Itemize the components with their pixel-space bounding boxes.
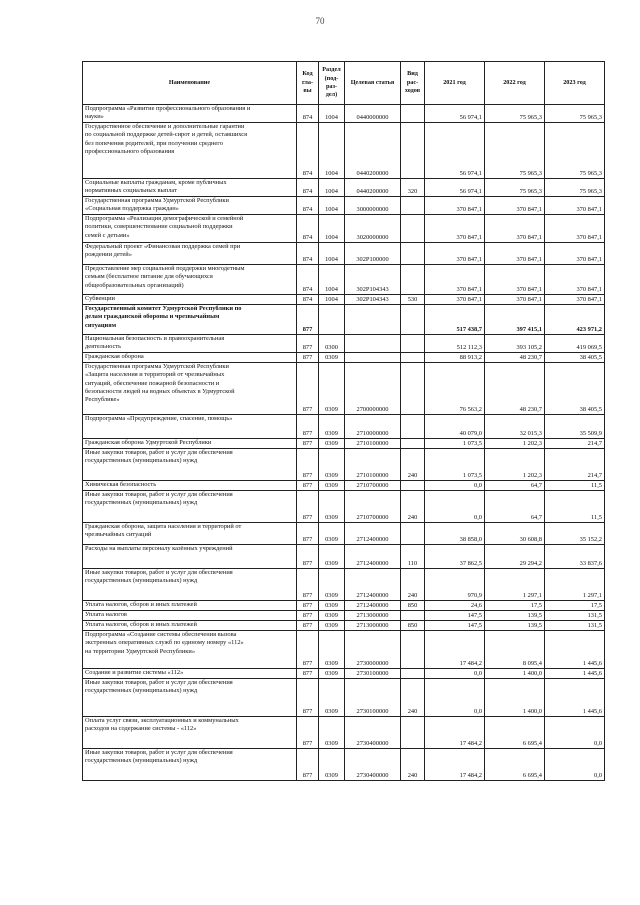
cell-y2021: 370 847,1 [425,215,485,243]
table-row [83,523,605,545]
cell-name: Государственная программа Удмуртской Республики «Социальная поддержка граждан» [83,197,297,215]
cell-name: Подпрограмма «Реализация демографической и семейной политики, совершенствование социальной поддержки семей с детьми» [83,215,297,243]
cell-y2022: 17,5 [485,601,545,611]
cell-target: 2730400000 [345,749,401,781]
cell-exptype [401,353,425,363]
cell-code: 877 [297,353,319,363]
cell-name: Уплата налогов [83,611,297,621]
table-row [83,415,605,439]
cell-y2022: 139,5 [485,621,545,631]
cell-code: 877 [297,545,319,569]
cell-exptype [401,439,425,449]
cell-name: Иные закупки товаров, работ и услуг для обеспечения государственных (муниципальных) нужд [83,449,297,481]
cell-section: 0309 [319,439,345,449]
cell-exptype [401,717,425,749]
table-row [83,305,605,335]
cell-y2023: 370 847,1 [545,295,605,305]
cell-y2023: 370 847,1 [545,197,605,215]
cell-y2023: 38 405,5 [545,353,605,363]
cell-code: 874 [297,215,319,243]
cell-code: 874 [297,295,319,305]
table-row [83,243,605,265]
cell-section: 0309 [319,611,345,621]
table-row [83,439,605,449]
cell-y2021: 512 112,3 [425,335,485,353]
cell-y2023: 423 971,2 [545,305,605,335]
table-row [83,179,605,197]
page-number: 70 [315,16,325,26]
cell-name: Субвенции [83,295,297,305]
cell-y2021: 0,0 [425,679,485,717]
cell-target [345,353,401,363]
cell-y2021: 76 563,2 [425,363,485,415]
cell-y2021: 147,5 [425,621,485,631]
cell-code: 877 [297,439,319,449]
cell-name: Уплата налогов, сборов и иных платежей [83,621,297,631]
cell-section: 1004 [319,265,345,295]
header-section: Раздел (под-раз-дел) [319,62,345,105]
cell-code: 877 [297,631,319,669]
cell-section: 0309 [319,621,345,631]
cell-y2021: 147,5 [425,611,485,621]
cell-y2022: 1 400,0 [485,669,545,679]
cell-target: 302Р104343 [345,265,401,295]
cell-code: 874 [297,105,319,123]
cell-y2023: 370 847,1 [545,215,605,243]
cell-exptype [401,335,425,353]
cell-y2022: 8 095,4 [485,631,545,669]
table-row [83,669,605,679]
cell-target: 0440200000 [345,123,401,179]
cell-exptype [401,215,425,243]
table-body [83,105,605,781]
cell-code: 874 [297,123,319,179]
cell-y2022: 6 695,4 [485,749,545,781]
cell-target: 2710700000 [345,481,401,491]
table-row [83,105,605,123]
cell-name: Предоставление мер социальной поддержки многодетным семьям (бесплатное питание для обучающихся общеобразовательных организаций) [83,265,297,295]
cell-y2021: 970,9 [425,569,485,601]
cell-section: 0309 [319,363,345,415]
cell-y2022: 139,5 [485,611,545,621]
table-row [83,295,605,305]
cell-section: 0309 [319,481,345,491]
cell-target: 2713000000 [345,621,401,631]
cell-section: 0309 [319,601,345,611]
cell-exptype: 530 [401,295,425,305]
cell-exptype [401,631,425,669]
cell-name: Иные закупки товаров, работ и услуг для обеспечения государственных (муниципальных) нужд [83,679,297,717]
cell-y2021: 17 484,2 [425,631,485,669]
cell-code: 877 [297,491,319,523]
cell-name: Государственная программа Удмуртской Республики «Защита населения и территорий от чрезвычайных ситуаций, обеспечение пожарной безопасности и безопасности людей на водных объектах в Удмуртской Республике» [83,363,297,415]
cell-target: 2730100000 [345,669,401,679]
cell-exptype: 850 [401,601,425,611]
cell-exptype [401,363,425,415]
cell-y2021: 56 974,1 [425,105,485,123]
cell-exptype [401,265,425,295]
cell-name: Подпрограмма «Создание системы обеспечения вызова экстренных оперативных служб по единому номеру «112» на территории Удмуртской Республики» [83,631,297,669]
cell-exptype: 240 [401,569,425,601]
cell-section: 0309 [319,717,345,749]
cell-target: 2712400000 [345,523,401,545]
cell-section: 1004 [319,295,345,305]
cell-section: 0309 [319,631,345,669]
cell-code: 877 [297,601,319,611]
cell-name: Государственный комитет Удмуртской Республики по делам гражданской обороны и чрезвычайным ситуациям [83,305,297,335]
cell-y2021: 88 913,2 [425,353,485,363]
cell-y2023: 370 847,1 [545,243,605,265]
table-row [83,353,605,363]
cell-y2023: 1 445,6 [545,631,605,669]
cell-y2023: 75 965,3 [545,179,605,197]
cell-exptype: 240 [401,491,425,523]
cell-y2022: 29 294,2 [485,545,545,569]
cell-name: Гражданская оборона [83,353,297,363]
cell-code: 877 [297,481,319,491]
table-row [83,491,605,523]
cell-section: 1004 [319,215,345,243]
cell-target: 2730000000 [345,631,401,669]
table-row [83,123,605,179]
cell-y2023: 214,7 [545,439,605,449]
cell-y2023: 0,0 [545,749,605,781]
cell-y2023: 1 445,6 [545,679,605,717]
cell-y2022: 30 608,8 [485,523,545,545]
cell-y2022: 75 965,3 [485,179,545,197]
cell-name: Расходы на выплаты персоналу казённых учреждений [83,545,297,569]
cell-exptype: 110 [401,545,425,569]
cell-target: 2712400000 [345,601,401,611]
table-row [83,611,605,621]
cell-target: 2710000000 [345,415,401,439]
cell-y2023: 419 069,5 [545,335,605,353]
table-row [83,197,605,215]
cell-section: 0300 [319,335,345,353]
table-row [83,545,605,569]
cell-code: 874 [297,243,319,265]
cell-y2023: 11,5 [545,481,605,491]
table-row [83,449,605,481]
header-code: Код гла-вы [297,62,319,105]
cell-exptype [401,305,425,335]
cell-y2023: 75 965,3 [545,105,605,123]
cell-y2022: 397 415,1 [485,305,545,335]
cell-y2021: 0,0 [425,491,485,523]
table-row [83,569,605,601]
header-target: Целевая статья [345,62,401,105]
header-2021: 2021 год [425,62,485,105]
table-row [83,215,605,243]
cell-target: 2730100000 [345,679,401,717]
cell-code: 877 [297,523,319,545]
cell-y2022: 1 297,1 [485,569,545,601]
cell-name: Иные закупки товаров, работ и услуг для обеспечения государственных (муниципальных) нужд [83,749,297,781]
table-row [83,265,605,295]
cell-name: Иные закупки товаров, работ и услуг для обеспечения государственных (муниципальных) нужд [83,569,297,601]
cell-y2023: 214,7 [545,449,605,481]
cell-y2021: 1 073,5 [425,439,485,449]
cell-code: 877 [297,679,319,717]
cell-target: 2700000000 [345,363,401,415]
cell-exptype [401,481,425,491]
cell-code: 877 [297,449,319,481]
cell-target: 0440000000 [345,105,401,123]
table-row [83,717,605,749]
header-exptype: Вид рас-ходов [401,62,425,105]
cell-section: 0309 [319,569,345,601]
cell-target: 3000000000 [345,197,401,215]
cell-target: 2712400000 [345,545,401,569]
cell-name: Подпрограмма «Предупреждение, спасение, помощь» [83,415,297,439]
cell-section: 0309 [319,545,345,569]
cell-name: Социальные выплаты гражданам, кроме публичных нормативных социальных выплат [83,179,297,197]
cell-name: Подпрограмма «Развитие профессионального образования и науки» [83,105,297,123]
cell-name: Оплата услуг связи, эксплуатационных и коммунальных расходов на содержание системы - «112» [83,717,297,749]
cell-y2021: 17 484,2 [425,749,485,781]
cell-section: 1004 [319,197,345,215]
cell-name: Уплата налогов, сборов и иных платежей [83,601,297,611]
cell-y2022: 1 400,0 [485,679,545,717]
cell-code: 877 [297,621,319,631]
cell-code: 874 [297,265,319,295]
cell-y2022: 48 230,7 [485,353,545,363]
cell-target: 302Р104343 [345,295,401,305]
cell-code: 877 [297,717,319,749]
cell-exptype [401,669,425,679]
cell-y2023: 75 965,3 [545,123,605,179]
cell-y2023: 17,5 [545,601,605,611]
cell-exptype: 240 [401,679,425,717]
cell-target [345,305,401,335]
table-row [83,679,605,717]
cell-section: 0309 [319,679,345,717]
cell-code: 877 [297,335,319,353]
cell-exptype [401,523,425,545]
header-name: Наименование [83,62,297,105]
cell-code: 877 [297,305,319,335]
cell-target: 2730400000 [345,717,401,749]
cell-y2023: 35 152,2 [545,523,605,545]
cell-target: 2710700000 [345,491,401,523]
cell-code: 877 [297,415,319,439]
cell-exptype [401,123,425,179]
cell-y2022: 370 847,1 [485,265,545,295]
cell-y2022: 1 202,3 [485,439,545,449]
cell-name: Гражданская оборона, защита населения и территорий от чрезвычайных ситуаций [83,523,297,545]
cell-y2023: 0,0 [545,717,605,749]
table-row [83,481,605,491]
cell-target: 3020000000 [345,215,401,243]
cell-y2022: 6 695,4 [485,717,545,749]
cell-y2021: 56 974,1 [425,123,485,179]
cell-y2022: 64,7 [485,491,545,523]
cell-section: 0309 [319,353,345,363]
cell-code: 877 [297,569,319,601]
cell-section: 1004 [319,105,345,123]
cell-section: 1004 [319,123,345,179]
cell-exptype [401,243,425,265]
cell-y2023: 35 509,9 [545,415,605,439]
cell-target: 2710100000 [345,449,401,481]
cell-target: 2710100000 [345,439,401,449]
cell-section [319,305,345,335]
cell-name: Национальная безопасность и правоохранительная деятельность [83,335,297,353]
cell-y2022: 32 015,3 [485,415,545,439]
cell-code: 877 [297,611,319,621]
cell-name: Государственное обеспечение и дополнительные гарантии по социальной поддержке детей-сирот и детей, оставшихся без попечения родителей, при получении среднего профессионального образования [83,123,297,179]
cell-y2023: 131,5 [545,621,605,631]
cell-exptype [401,197,425,215]
cell-y2021: 370 847,1 [425,197,485,215]
cell-exptype [401,415,425,439]
cell-section: 0309 [319,449,345,481]
cell-name: Гражданская оборона Удмуртской Республики [83,439,297,449]
header-2022: 2022 год [485,62,545,105]
cell-section: 0309 [319,749,345,781]
cell-y2022: 64,7 [485,481,545,491]
cell-y2021: 37 862,5 [425,545,485,569]
cell-y2021: 24,6 [425,601,485,611]
cell-name: Создание и развитие системы «112» [83,669,297,679]
table-row [83,749,605,781]
cell-code: 877 [297,749,319,781]
cell-y2021: 38 858,0 [425,523,485,545]
cell-y2021: 0,0 [425,481,485,491]
cell-code: 877 [297,669,319,679]
cell-y2022: 370 847,1 [485,197,545,215]
cell-y2021: 1 073,5 [425,449,485,481]
cell-y2021: 40 079,0 [425,415,485,439]
table-row [83,621,605,631]
cell-name: Федеральный проект «Финансовая поддержка семей при рождении детей» [83,243,297,265]
table-row [83,363,605,415]
cell-y2023: 38 405,5 [545,363,605,415]
cell-section: 0309 [319,491,345,523]
table-row [83,601,605,611]
cell-y2023: 370 847,1 [545,265,605,295]
cell-y2022: 48 230,7 [485,363,545,415]
cell-y2022: 370 847,1 [485,295,545,305]
cell-y2021: 0,0 [425,669,485,679]
cell-y2023: 1 297,1 [545,569,605,601]
cell-y2022: 75 965,3 [485,123,545,179]
cell-y2022: 370 847,1 [485,215,545,243]
cell-name: Иные закупки товаров, работ и услуг для обеспечения государственных (муниципальных) нужд [83,491,297,523]
cell-y2021: 370 847,1 [425,295,485,305]
header-2023: 2023 год [545,62,605,105]
cell-y2021: 56 974,1 [425,179,485,197]
table-row [83,631,605,669]
cell-y2021: 517 438,7 [425,305,485,335]
cell-y2021: 370 847,1 [425,243,485,265]
cell-y2022: 393 105,2 [485,335,545,353]
cell-y2022: 1 202,3 [485,449,545,481]
cell-section: 0309 [319,669,345,679]
cell-y2023: 11,5 [545,491,605,523]
cell-y2023: 33 837,6 [545,545,605,569]
cell-y2022: 370 847,1 [485,243,545,265]
cell-section: 0309 [319,523,345,545]
cell-exptype: 850 [401,621,425,631]
table-row [83,335,605,353]
cell-target: 2713000000 [345,611,401,621]
cell-name: Химическая безопасность [83,481,297,491]
cell-exptype [401,611,425,621]
cell-target: 2712400000 [345,569,401,601]
cell-y2021: 17 484,2 [425,717,485,749]
cell-y2023: 131,5 [545,611,605,621]
cell-target [345,335,401,353]
cell-exptype [401,105,425,123]
budget-table [82,61,605,781]
cell-code: 874 [297,197,319,215]
cell-y2022: 75 965,3 [485,105,545,123]
cell-section: 0309 [319,415,345,439]
cell-y2021: 370 847,1 [425,265,485,295]
cell-exptype: 240 [401,749,425,781]
cell-target: 0440200000 [345,179,401,197]
cell-section: 1004 [319,243,345,265]
cell-exptype: 320 [401,179,425,197]
cell-code: 877 [297,363,319,415]
cell-target: 302Р100000 [345,243,401,265]
cell-section: 1004 [319,179,345,197]
cell-y2023: 1 445,6 [545,669,605,679]
cell-code: 874 [297,179,319,197]
cell-exptype: 240 [401,449,425,481]
table-header-row [83,62,605,105]
